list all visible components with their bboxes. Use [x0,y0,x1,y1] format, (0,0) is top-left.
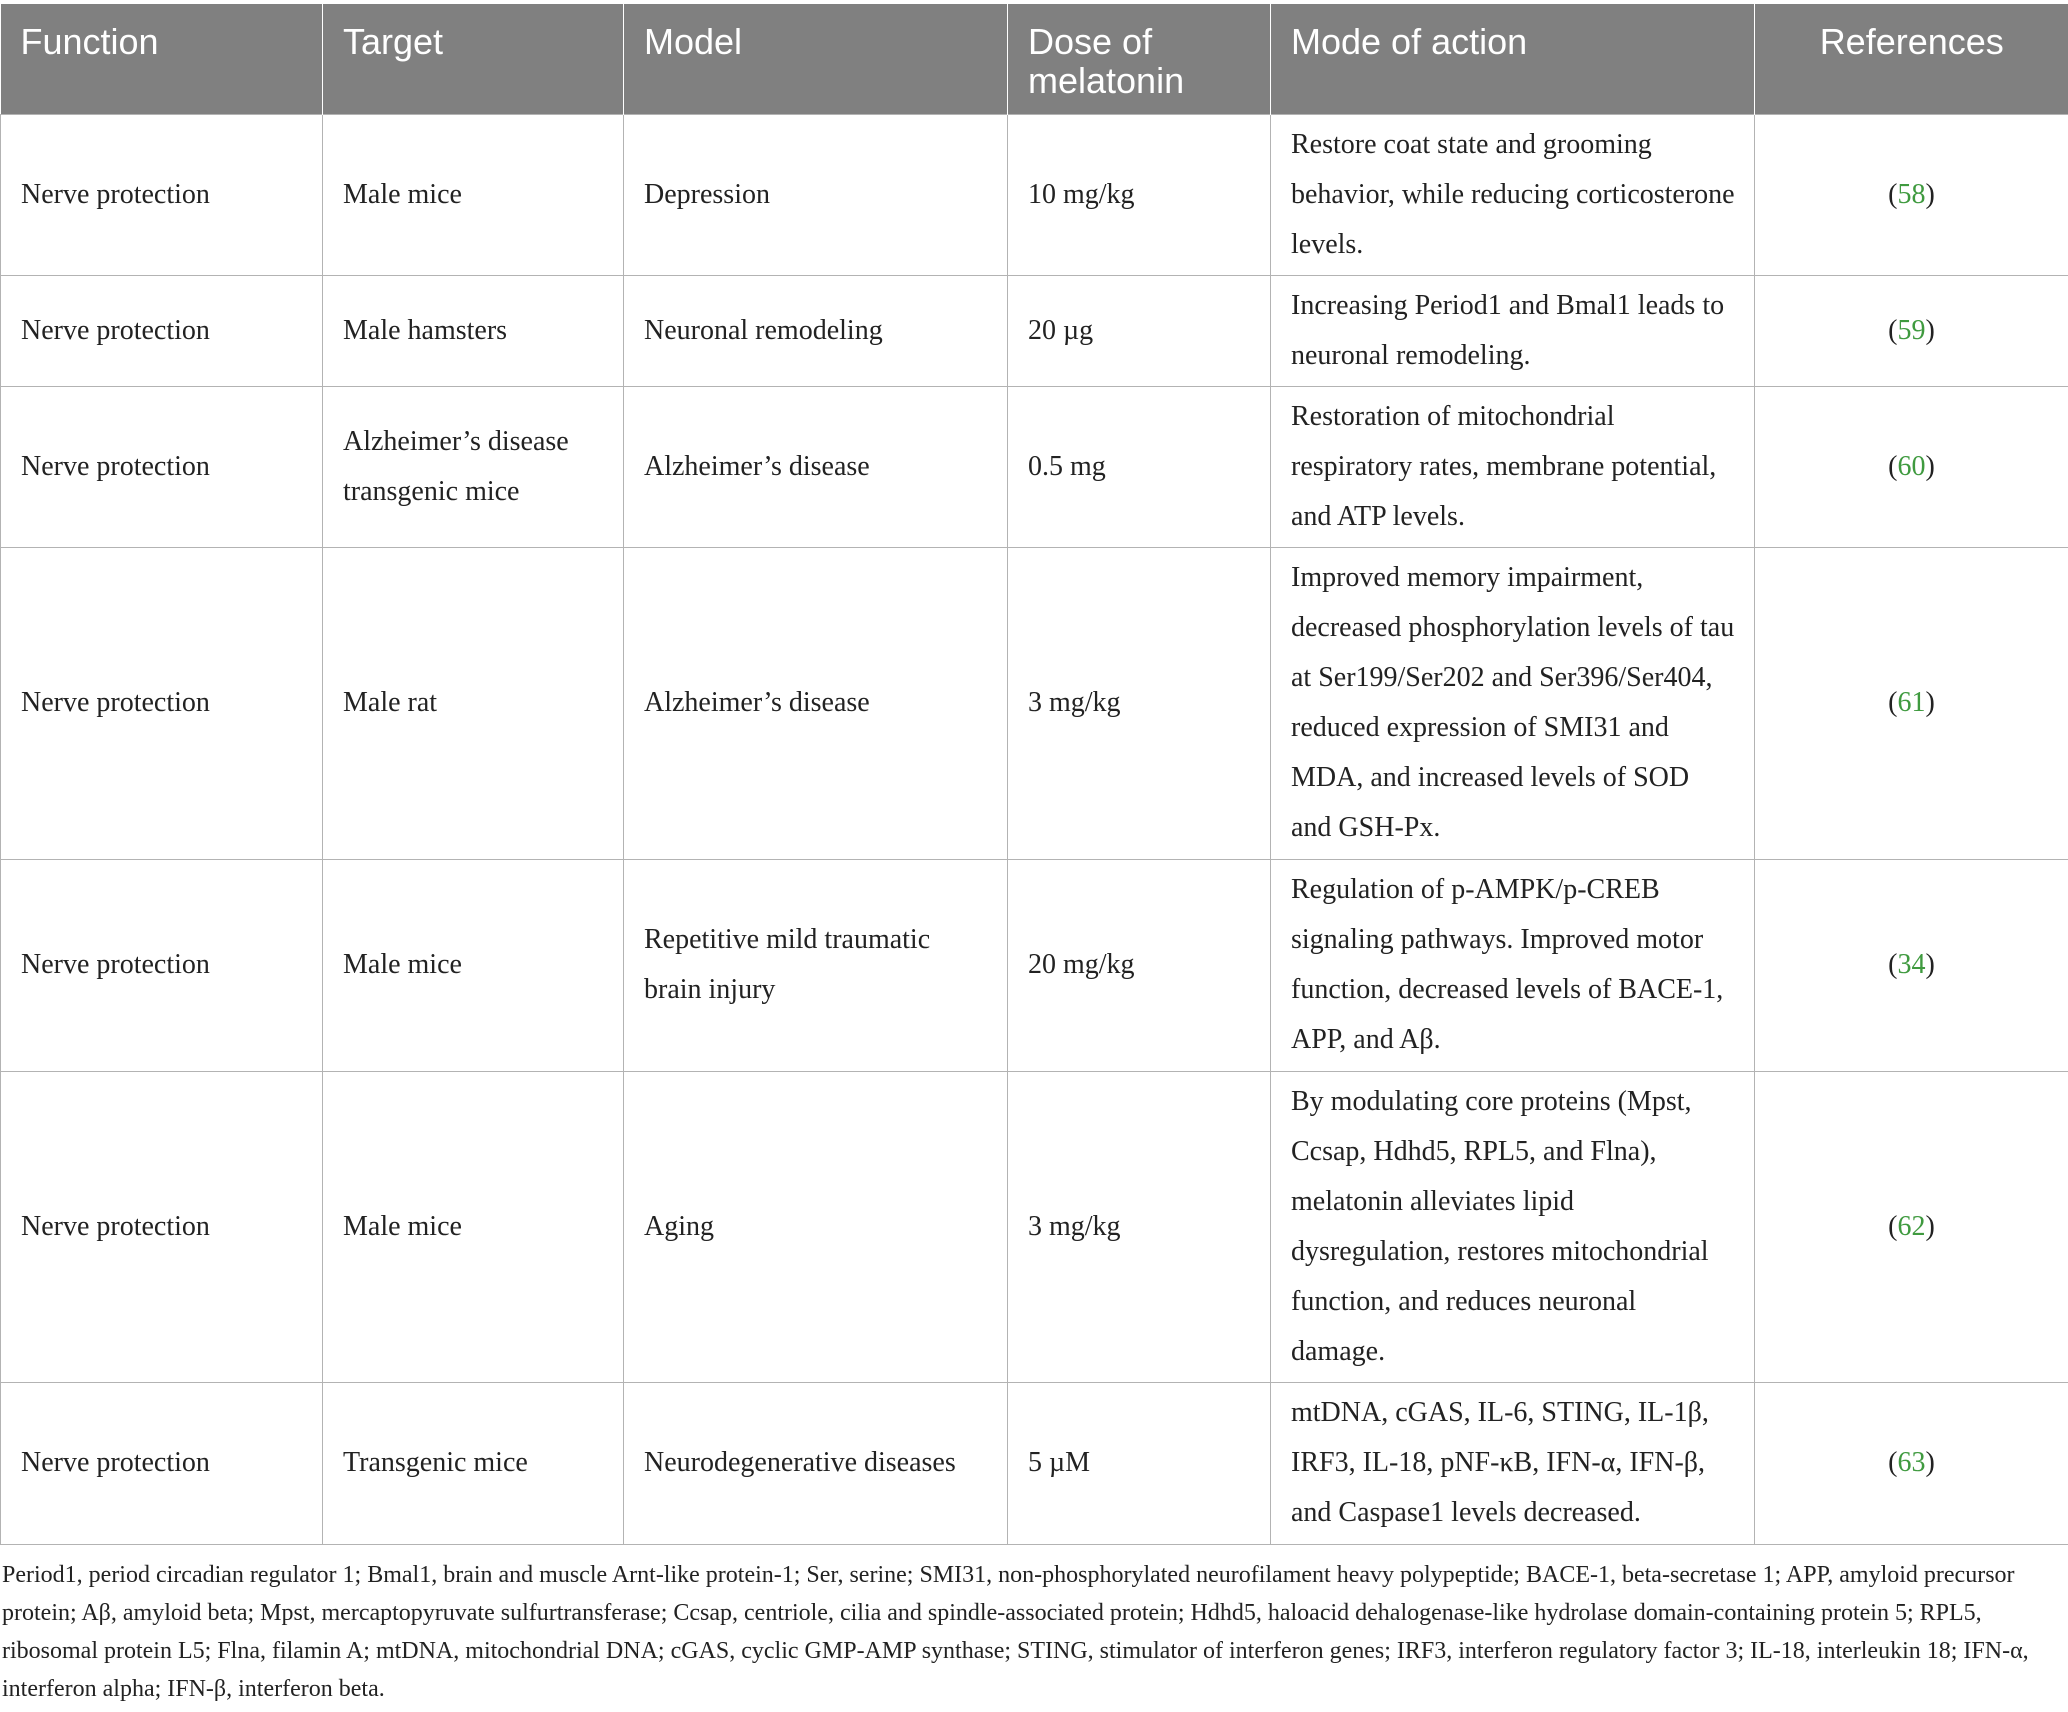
cell-mode-of-action: Restore coat state and grooming behavior, while reducing corticosterone levels. [1271,114,1755,275]
cell-mode-of-action: Improved memory impairment, decreased phosphorylation levels of tau at Ser199/Ser202 and Ser396/Ser404, reduced expression of SMI31 and MDA, and increased levels of SOD and GSH-Px. [1271,547,1755,859]
cell-target: Male rat [323,547,624,859]
reference-link[interactable]: 61 [1897,687,1926,718]
cell-dose: 0.5 mg [1008,386,1271,547]
table-row [1,1071,2068,1382]
cell-dose: 3 mg/kg [1008,547,1271,859]
cell-target: Alzheimer’s disease transgenic mice [323,386,624,547]
cell-target: Transgenic mice [323,1382,624,1544]
table-row [1,859,2068,1071]
table-row [1,386,2068,547]
cell-model: Alzheimer’s disease [624,386,1008,547]
cell-dose: 10 mg/kg [1008,114,1271,275]
cell-model: Neuronal remodeling [624,275,1008,386]
cell-dose: 3 mg/kg [1008,1071,1271,1382]
header-references: References [1755,4,2068,114]
table-container [0,4,2068,1545]
cell-mode-of-action: Regulation of p-AMPK/p-CREB signaling pathways. Improved motor function, decreased levels of BACE-1, APP, and Aβ. [1271,859,1755,1071]
cell-reference: (61) [1755,547,2068,859]
cell-model: Neurodegenerative diseases [624,1382,1008,1544]
header-dose: Dose of melatonin [1008,4,1271,114]
header-model: Model [624,4,1008,114]
reference-link[interactable]: 63 [1897,1447,1926,1478]
header-target: Target [323,4,624,114]
table-header-row [1,4,2068,114]
cell-mode-of-action: By modulating core proteins (Mpst, Ccsap, Hdhd5, RPL5, and Flna), melatonin alleviates lipid dysregulation, restores mitochondrial function, and reduces neuronal damage. [1271,1071,1755,1382]
cell-reference: (63) [1755,1382,2068,1544]
cell-reference: (58) [1755,114,2068,275]
reference-link[interactable]: 59 [1897,314,1926,346]
cell-function: Nerve protection [1,114,323,275]
cell-function: Nerve protection [1,547,323,859]
cell-mode-of-action: Increasing Period1 and Bmal1 leads to neuronal remodeling. [1271,275,1755,386]
cell-target: Male mice [323,859,624,1071]
reference-link[interactable]: 34 [1897,949,1926,980]
cell-mode-of-action: Restoration of mitochondrial respiratory rates, membrane potential, and ATP levels. [1271,386,1755,547]
melatonin-nerve-protection-table [0,4,2068,1545]
header-function: Function [20,21,159,62]
cell-dose: 20 mg/kg [1008,859,1271,1071]
cell-function: Nerve protection [1,275,323,386]
cell-mode-of-action: mtDNA, cGAS, IL-6, STING, IL-1β, IRF3, IL-18, pNF-κB, IFN-α, IFN-β, and Caspase1 levels decreased. [1271,1382,1755,1544]
header-mode-of-action: Mode of action [1271,4,1755,114]
table-row [1,1382,2068,1544]
cell-reference: (60) [1755,386,2068,547]
cell-model: Aging [624,1071,1008,1382]
table-row [1,114,2068,275]
cell-dose: 20 µg [1008,275,1271,386]
cell-model: Depression [624,114,1008,275]
cell-reference: (59) [1755,275,2068,386]
cell-function: Nerve protection [1,1071,323,1382]
cell-target: Male mice [323,1071,624,1382]
reference-link[interactable]: 60 [1897,450,1926,482]
table-row [1,547,2068,859]
cell-reference: (62) [1755,1071,2068,1382]
cell-target: Male hamsters [323,275,624,386]
cell-model: Repetitive mild traumatic brain injury [624,859,1008,1071]
cell-dose: 5 µM [1008,1382,1271,1544]
table-row [1,275,2068,386]
cell-target: Male mice [323,114,624,275]
reference-link[interactable]: 58 [1897,178,1926,210]
table-footnote: Period1, period circadian regulator 1; Bmal1, brain and muscle Arnt-like protein-1; Ser, serine; SMI31, non-phosphorylated neurofilament heavy polypeptide; BACE-1, beta-secretase 1; APP, amyloid precursor protein; Aβ, amyloid beta; Mpst, mercaptopyruvate sulfurtransferase; Ccsap, centriole, cilia and spindle-associated protein; Hdhd5, haloacid dehalogenase-like hydrolase domain-containing protein 5; RPL5, ribosomal protein L5; Flna, filamin A; mtDNA, mitochondrial DNA; cGAS, cyclic GMP-AMP synthase; STING, stimulator of interferon genes; IRF3, interferon regulatory factor 3; IL-18, interleukin 18; IFN-α, interferon alpha; IFN-β, interferon beta. [2,1562,2029,1702]
cell-model: Alzheimer’s disease [624,547,1008,859]
cell-function: Nerve protection [1,1382,323,1544]
cell-function: Nerve protection [1,859,323,1071]
cell-reference: (34) [1755,859,2068,1071]
reference-link[interactable]: 62 [1897,1210,1926,1242]
cell-function: Nerve protection [1,386,323,547]
